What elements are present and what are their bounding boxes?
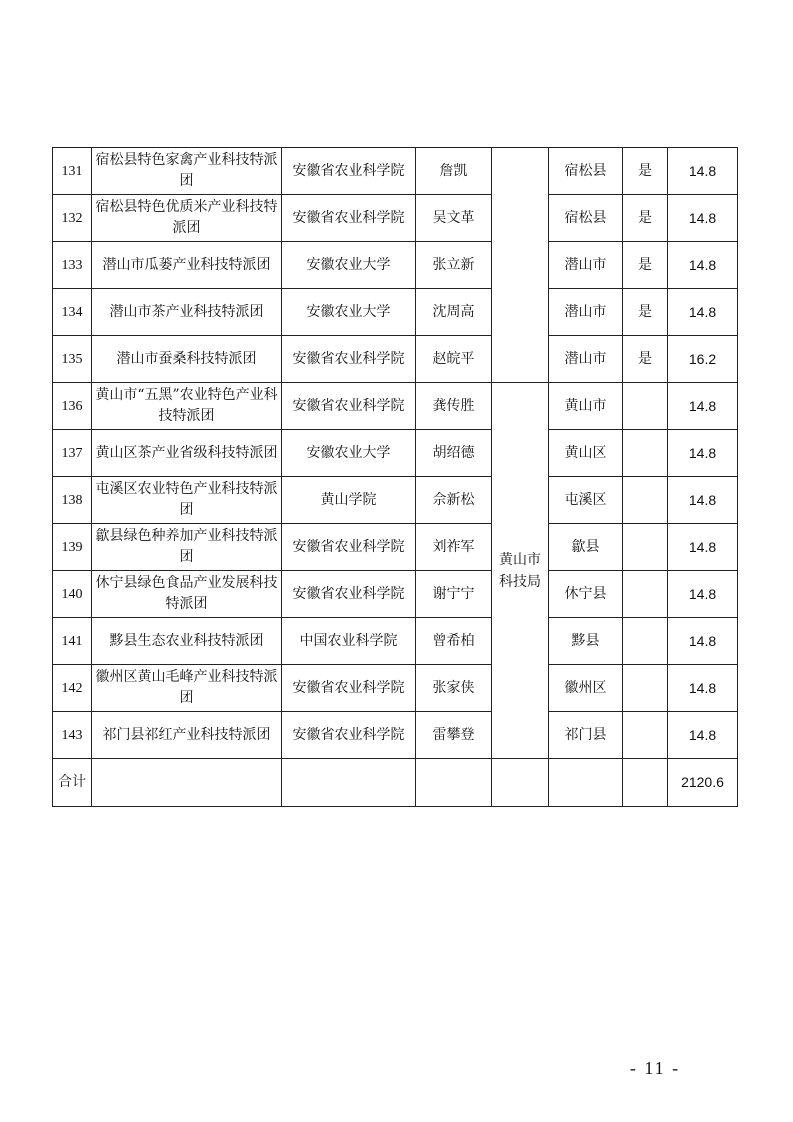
row-number: 142 xyxy=(53,665,92,712)
team-leader: 龚传胜 xyxy=(416,383,492,430)
county: 祁门县 xyxy=(549,712,623,759)
flag xyxy=(623,712,668,759)
row-number: 143 xyxy=(53,712,92,759)
row-number: 133 xyxy=(53,242,92,289)
team-name: 宿松县特色家禽产业科技特派团 xyxy=(92,148,282,195)
county: 潜山市 xyxy=(549,242,623,289)
team-leader: 谢宁宁 xyxy=(416,571,492,618)
team-name: 休宁县绿色食品产业发展科技特派团 xyxy=(92,571,282,618)
team-leader: 雷攀登 xyxy=(416,712,492,759)
team-leader: 张立新 xyxy=(416,242,492,289)
lead-unit: 安徽省农业科学院 xyxy=(282,571,416,618)
county: 屯溪区 xyxy=(549,477,623,524)
empty-cell xyxy=(549,759,623,807)
lead-unit: 中国农业科学院 xyxy=(282,618,416,665)
lead-unit: 安徽农业大学 xyxy=(282,430,416,477)
table-row xyxy=(53,618,738,665)
county: 宿松县 xyxy=(549,148,623,195)
lead-unit: 安徽省农业科学院 xyxy=(282,524,416,571)
empty-cell xyxy=(416,759,492,807)
bureau-cell-empty xyxy=(492,148,549,383)
row-number: 136 xyxy=(53,383,92,430)
row-number: 138 xyxy=(53,477,92,524)
table-row xyxy=(53,430,738,477)
team-leader: 胡绍德 xyxy=(416,430,492,477)
amount: 14.8 xyxy=(668,195,738,242)
row-number: 134 xyxy=(53,289,92,336)
total-label: 合计 xyxy=(53,759,92,807)
table-row xyxy=(53,712,738,759)
row-number: 137 xyxy=(53,430,92,477)
team-name: 黄山区茶产业省级科技特派团 xyxy=(92,430,282,477)
team-name: 黟县生态农业科技特派团 xyxy=(92,618,282,665)
amount: 14.8 xyxy=(668,242,738,289)
row-number: 131 xyxy=(53,148,92,195)
lead-unit: 安徽省农业科学院 xyxy=(282,665,416,712)
lead-unit: 安徽农业大学 xyxy=(282,289,416,336)
county: 黄山区 xyxy=(549,430,623,477)
total-amount: 2120.6 xyxy=(668,759,738,807)
team-name: 屯溪区农业特色产业科技特派团 xyxy=(92,477,282,524)
team-name: 潜山市蚕桑科技特派团 xyxy=(92,336,282,383)
county: 潜山市 xyxy=(549,336,623,383)
team-leader: 张家侠 xyxy=(416,665,492,712)
row-number: 135 xyxy=(53,336,92,383)
empty-cell xyxy=(623,759,668,807)
team-leader: 佘新松 xyxy=(416,477,492,524)
flag: 是 xyxy=(623,242,668,289)
flag xyxy=(623,477,668,524)
row-number: 132 xyxy=(53,195,92,242)
team-name: 祁门县祁红产业科技特派团 xyxy=(92,712,282,759)
county: 徽州区 xyxy=(549,665,623,712)
row-number: 139 xyxy=(53,524,92,571)
amount: 14.8 xyxy=(668,383,738,430)
team-name: 潜山市瓜蒌产业科技特派团 xyxy=(92,242,282,289)
table-row xyxy=(53,524,738,571)
county: 宿松县 xyxy=(549,195,623,242)
amount: 14.8 xyxy=(668,618,738,665)
total-row xyxy=(53,759,738,807)
table-row xyxy=(53,242,738,289)
flag xyxy=(623,665,668,712)
county: 黄山市 xyxy=(549,383,623,430)
team-name: 徽州区黄山毛峰产业科技特派团 xyxy=(92,665,282,712)
flag: 是 xyxy=(623,195,668,242)
flag xyxy=(623,430,668,477)
amount: 14.8 xyxy=(668,289,738,336)
table-row xyxy=(53,195,738,242)
amount: 14.8 xyxy=(668,524,738,571)
team-name: 黄山市“五黑”农业特色产业科技特派团 xyxy=(92,383,282,430)
page-number: - 11 - xyxy=(629,1058,681,1078)
table-row xyxy=(53,148,738,195)
lead-unit: 安徽省农业科学院 xyxy=(282,148,416,195)
team-name: 宿松县特色优质米产业科技特派团 xyxy=(92,195,282,242)
team-leader: 赵皖平 xyxy=(416,336,492,383)
project-table xyxy=(52,147,738,807)
team-leader: 詹凯 xyxy=(416,148,492,195)
lead-unit: 安徽省农业科学院 xyxy=(282,712,416,759)
team-leader: 沈周高 xyxy=(416,289,492,336)
row-number: 140 xyxy=(53,571,92,618)
lead-unit: 黄山学院 xyxy=(282,477,416,524)
team-name: 歙县绿色种养加产业科技特派团 xyxy=(92,524,282,571)
empty-cell xyxy=(92,759,282,807)
county: 歙县 xyxy=(549,524,623,571)
county: 黟县 xyxy=(549,618,623,665)
flag xyxy=(623,383,668,430)
bureau-cell-huangshan: 黄山市科技局 xyxy=(492,383,549,759)
table-row xyxy=(53,477,738,524)
amount: 14.8 xyxy=(668,571,738,618)
flag xyxy=(623,618,668,665)
lead-unit: 安徽省农业科学院 xyxy=(282,383,416,430)
amount: 14.8 xyxy=(668,665,738,712)
team-leader: 吴文革 xyxy=(416,195,492,242)
team-leader: 曾希柏 xyxy=(416,618,492,665)
county: 休宁县 xyxy=(549,571,623,618)
flag xyxy=(623,524,668,571)
table-row xyxy=(53,665,738,712)
flag: 是 xyxy=(623,336,668,383)
flag xyxy=(623,571,668,618)
amount: 14.8 xyxy=(668,712,738,759)
flag: 是 xyxy=(623,289,668,336)
empty-cell xyxy=(492,759,549,807)
lead-unit: 安徽省农业科学院 xyxy=(282,195,416,242)
amount: 14.8 xyxy=(668,430,738,477)
table-row xyxy=(53,289,738,336)
empty-cell xyxy=(282,759,416,807)
table-row xyxy=(53,383,738,430)
team-leader: 刘祚军 xyxy=(416,524,492,571)
lead-unit: 安徽省农业科学院 xyxy=(282,336,416,383)
row-number: 141 xyxy=(53,618,92,665)
lead-unit: 安徽农业大学 xyxy=(282,242,416,289)
team-name: 潜山市茶产业科技特派团 xyxy=(92,289,282,336)
table-row xyxy=(53,571,738,618)
county: 潜山市 xyxy=(549,289,623,336)
flag: 是 xyxy=(623,148,668,195)
amount: 14.8 xyxy=(668,477,738,524)
amount: 16.2 xyxy=(668,336,738,383)
amount: 14.8 xyxy=(668,148,738,195)
table-row xyxy=(53,336,738,383)
